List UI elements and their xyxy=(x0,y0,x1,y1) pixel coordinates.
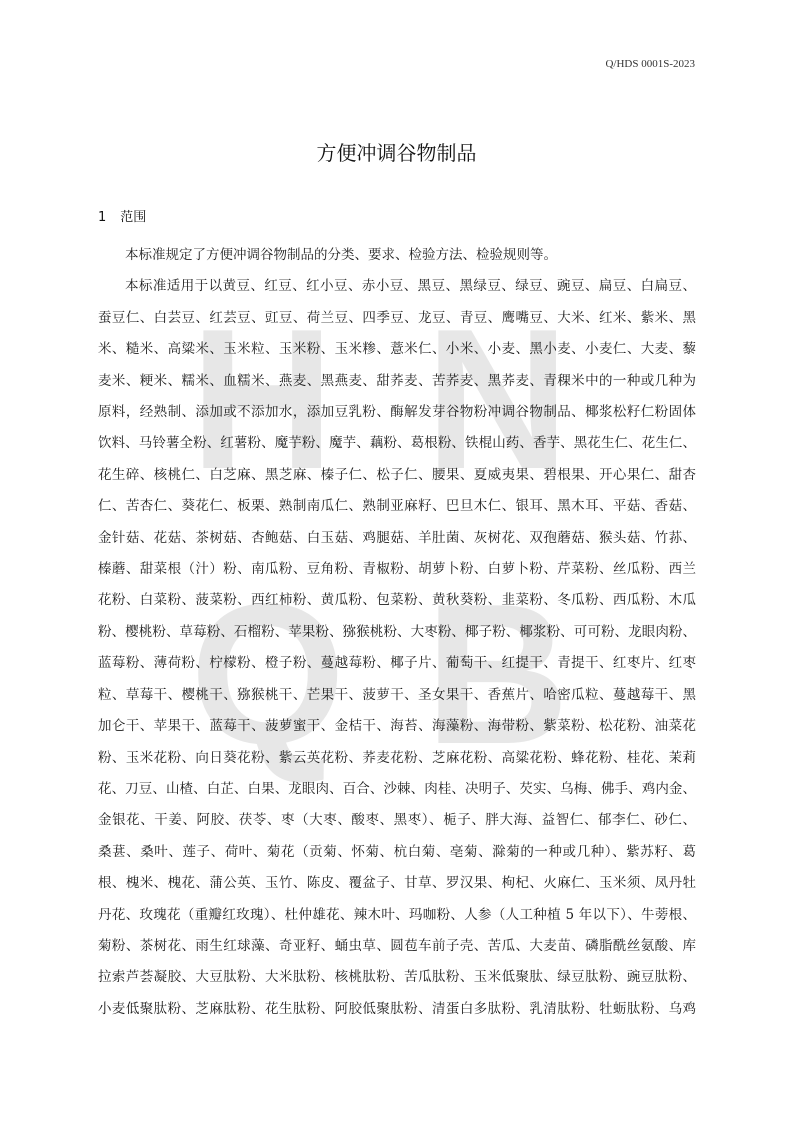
paragraph-line: 加仑干、苹果干、蓝莓干、菠萝蜜干、金桔干、海苔、海藻粉、海带粉、紫菜粉、松花粉、油菜花 xyxy=(98,718,696,735)
paragraph-line: 桑葚、桑叶、莲子、荷叶、菊花（贡菊、怀菊、杭白菊、亳菊、滁菊的一种或几种）、紫苏籽、葛 xyxy=(98,843,696,860)
watermark-letter-q: Q xyxy=(190,563,346,786)
paragraph-line: 本标准适用于以黄豆、红豆、红小豆、赤小豆、黑豆、黑绿豆、绿豆、豌豆、扁豆、白扁豆、 xyxy=(125,278,696,295)
paragraph-line: 仁、苦杏仁、葵花仁、板栗、熟制南瓜仁、熟制亚麻籽、巴旦木仁、银耳、黑木耳、平菇、香菇、 xyxy=(98,498,696,515)
scope-paragraph-2 xyxy=(98,271,696,1025)
section-title: 范围 xyxy=(120,210,147,225)
document-code: Q/HDS 0001S-2023 xyxy=(605,58,695,70)
watermark-letter-b: B xyxy=(425,563,570,786)
paragraph-line: 蓝莓粉、薄荷粉、柠檬粉、橙子粉、蔓越莓粉、椰子片、葡萄干、红提干、青提干、红枣片、红枣 xyxy=(98,655,696,672)
paragraph-line: 花、刀豆、山楂、白芷、白果、龙眼肉、百合、沙棘、肉桂、决明子、芡实、乌梅、佛手、鸡内金、 xyxy=(98,780,696,797)
section-number: 1 xyxy=(98,210,107,225)
paragraph-line: 金针菇、花菇、茶树菇、杏鲍菇、白玉菇、鸡腿菇、羊肚菌、灰树花、双孢蘑菇、猴头菇、竹荪、 xyxy=(98,529,696,546)
paragraph-line: 蚕豆仁、白芸豆、红芸豆、豇豆、荷兰豆、四季豆、龙豆、青豆、鹰嘴豆、大米、红米、紫米、黑 xyxy=(98,309,696,326)
paragraph-line: 粒、草莓干、樱桃干、猕猴桃干、芒果干、菠萝干、圣女果干、香蕉片、哈密瓜粒、蔓越莓干、黑 xyxy=(98,686,696,703)
paragraph-line: 根、槐米、槐花、蒲公英、玉竹、陈皮、覆盆子、甘草、罗汉果、枸杞、火麻仁、玉米须、凤丹牡 xyxy=(98,875,696,892)
paragraph-line: 粉、玉米花粉、向日葵花粉、紫云英花粉、荞麦花粉、芝麻花粉、高粱花粉、蜂花粉、桂花、茉莉 xyxy=(98,749,696,766)
watermark-letter-h: H xyxy=(190,288,335,511)
paragraph-line: 花生碎、核桃仁、白芝麻、黑芝麻、榛子仁、松子仁、腰果、夏威夷果、碧根果、开心果仁、甜杏 xyxy=(98,466,696,483)
paragraph-line: 金银花、干姜、阿胶、茯苓、枣（大枣、酸枣、黑枣）、栀子、胖大海、益智仁、郁李仁、砂仁、 xyxy=(98,812,696,829)
paragraph-line: 榛蘑、甜菜根（汁）粉、南瓜粉、豆角粉、青椒粉、胡萝卜粉、白萝卜粉、芹菜粉、丝瓜粉、西兰 xyxy=(98,561,696,578)
paragraph-line: 花粉、白菜粉、菠菜粉、西红柿粉、黄瓜粉、包菜粉、黄秋葵粉、韭菜粉、冬瓜粉、西瓜粉、木瓜 xyxy=(98,592,696,609)
document-title: 方便冲调谷物制品 xyxy=(316,141,477,165)
paragraph-line: 小麦低聚肽粉、芝麻肽粉、花生肽粉、阿胶低聚肽粉、清蛋白多肽粉、乳清肽粉、牡蛎肽粉、乌鸡 xyxy=(98,1000,696,1017)
paragraph-line: 麦米、粳米、糯米、血糯米、燕麦、黑燕麦、甜荞麦、苦荞麦、黑荞麦、青稞米中的一种或几种为 xyxy=(98,372,696,389)
paragraph-line: 粉、樱桃粉、草莓粉、石榴粉、苹果粉、猕猴桃粉、大枣粉、椰子粉、椰浆粉、可可粉、龙眼肉粉、 xyxy=(98,623,696,640)
paragraph-line: 原料，经熟制、添加或不添加水，添加豆乳粉、酶解发芽谷物粉冲调谷物制品、椰浆松籽仁粉固体 xyxy=(98,404,696,421)
paragraph-line: 拉索芦荟凝胶、大豆肽粉、大米肽粉、核桃肽粉、苦瓜肽粉、玉米低聚肽、绿豆肽粉、豌豆肽粉、 xyxy=(98,969,696,986)
paragraph-line: 菊粉、茶树花、雨生红球藻、奇亚籽、蛹虫草、圆苞车前子壳、苦瓜、大麦苗、磷脂酰丝氨酸、库 xyxy=(98,937,696,954)
watermark-letter-n: N xyxy=(425,288,570,511)
paragraph-line: 饮料、马铃薯全粉、红薯粉、魔芋粉、魔芋、藕粉、葛根粉、铁棍山药、香芋、黑花生仁、花生仁、 xyxy=(98,435,696,452)
paragraph-line: 米、糙米、高粱米、玉米粒、玉米粉、玉米糁、薏米仁、小米、小麦、黑小麦、小麦仁、大麦、藜 xyxy=(98,341,696,358)
scope-paragraph-1: 本标准规定了方便冲调谷物制品的分类、要求、检验方法、检验规则等。 xyxy=(125,247,557,263)
body-text xyxy=(98,240,696,1025)
section-heading xyxy=(98,206,146,225)
paragraph-line: 丹花、玫瑰花（重瓣红玫瑰）、杜仲雄花、辣木叶、玛咖粉、人参（人工种植 5 年以下）、牛蒡根、 xyxy=(98,906,696,923)
